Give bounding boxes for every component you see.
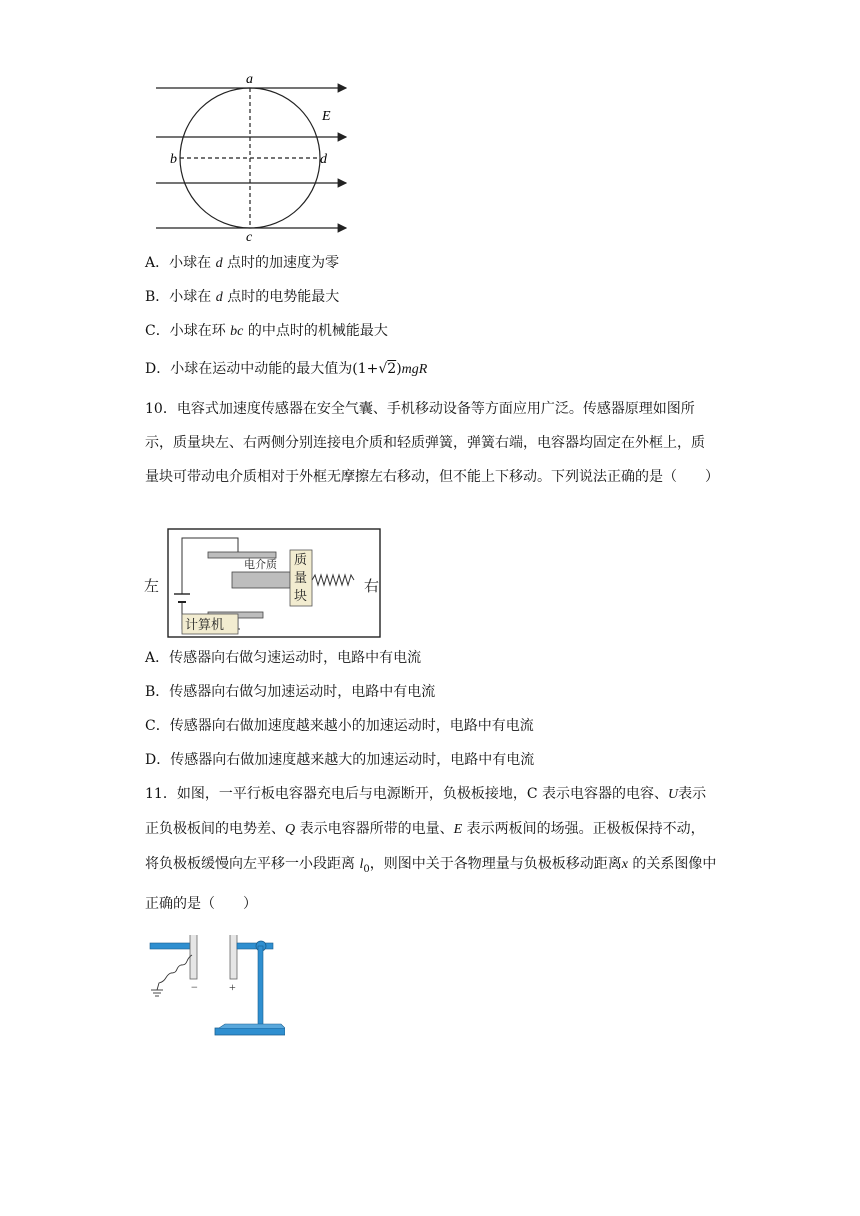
q10-option-c: C．传感器向右做加速度越来越小的加速运动时，电路中有电流 [145, 718, 534, 734]
q9-option-b: B．小球在 d 点时的电势能最大 [145, 289, 340, 305]
label-d: d [320, 152, 327, 167]
label-c: c [246, 230, 253, 245]
mass-label-1: 质 [294, 552, 308, 567]
q11-stem: 11．如图，一平行板电容器充电后与电源断开，负极板接地，C 表示电容器的电容、U表示正负极板间的电势差、Q 表示电容器所带的电量、E 表示两板间的场强。正极板保持不动，将负极板缓慢向左平移一小段距离 $l_0$，则图中关于各物理量与负极板移动距离x 的关系图像中正确的是（ ） [145, 786, 717, 912]
formula: (1+√2)mgR [352, 361, 428, 377]
label-b: b [170, 152, 177, 167]
q9-option-c: C．小球在环 bc 的中点时的机械能最大 [145, 323, 388, 339]
right-rod [237, 943, 273, 949]
sensor-figure [140, 526, 385, 641]
negative-plate [190, 935, 197, 979]
minus-label: − [191, 980, 198, 994]
q9-option-a: A．小球在 d 点时的加速度为零 [145, 255, 340, 271]
dielectric-label: 电介质 [244, 559, 277, 571]
stand-base [215, 1028, 285, 1035]
right-label: 右 [364, 579, 380, 595]
top-plate [208, 552, 276, 558]
computer-label: 计算机 [185, 617, 225, 632]
plus-label: + [229, 980, 236, 994]
left-label: 左 [144, 579, 160, 595]
left-rod [150, 943, 190, 949]
q10-option-b: B．传感器向右做匀加速运动时，电路中有电流 [145, 684, 436, 700]
positive-plate [230, 935, 237, 979]
sqrt-sign: √ [378, 361, 388, 377]
circle-field-figure [150, 70, 355, 245]
ground-wire [157, 955, 192, 990]
label-a: a [246, 72, 253, 87]
mass-label-3: 块 [294, 588, 308, 603]
capacitor-stand-figure [145, 935, 285, 1040]
q10-stem: 10．电容式加速度传感器在安全气囊、手机移动设备等方面应用广泛。传感器原理如图所示，质量块左、右两侧分别连接电介质和轻质弹簧，弹簧右端，电容器均固定在外框上，质量块可带动电介质相对于外框无摩擦左右移动，但不能上下移动。下列说法正确的是（ ） [145, 401, 719, 485]
mass-label-2: 量 [294, 570, 308, 585]
q9-option-d: D．小球在运动中动能的最大值为(1+√2)mgR [145, 361, 428, 377]
q10-option-a: A．传感器向右做匀速运动时，电路中有电流 [145, 650, 422, 666]
spring [312, 575, 354, 585]
label-E: E [322, 109, 331, 124]
dielectric [232, 572, 290, 588]
ground-icon [151, 990, 163, 996]
stand-pole [258, 946, 263, 1030]
q10-option-d: D．传感器向右做加速度越来越大的加速运动时，电路中有电流 [145, 752, 535, 768]
